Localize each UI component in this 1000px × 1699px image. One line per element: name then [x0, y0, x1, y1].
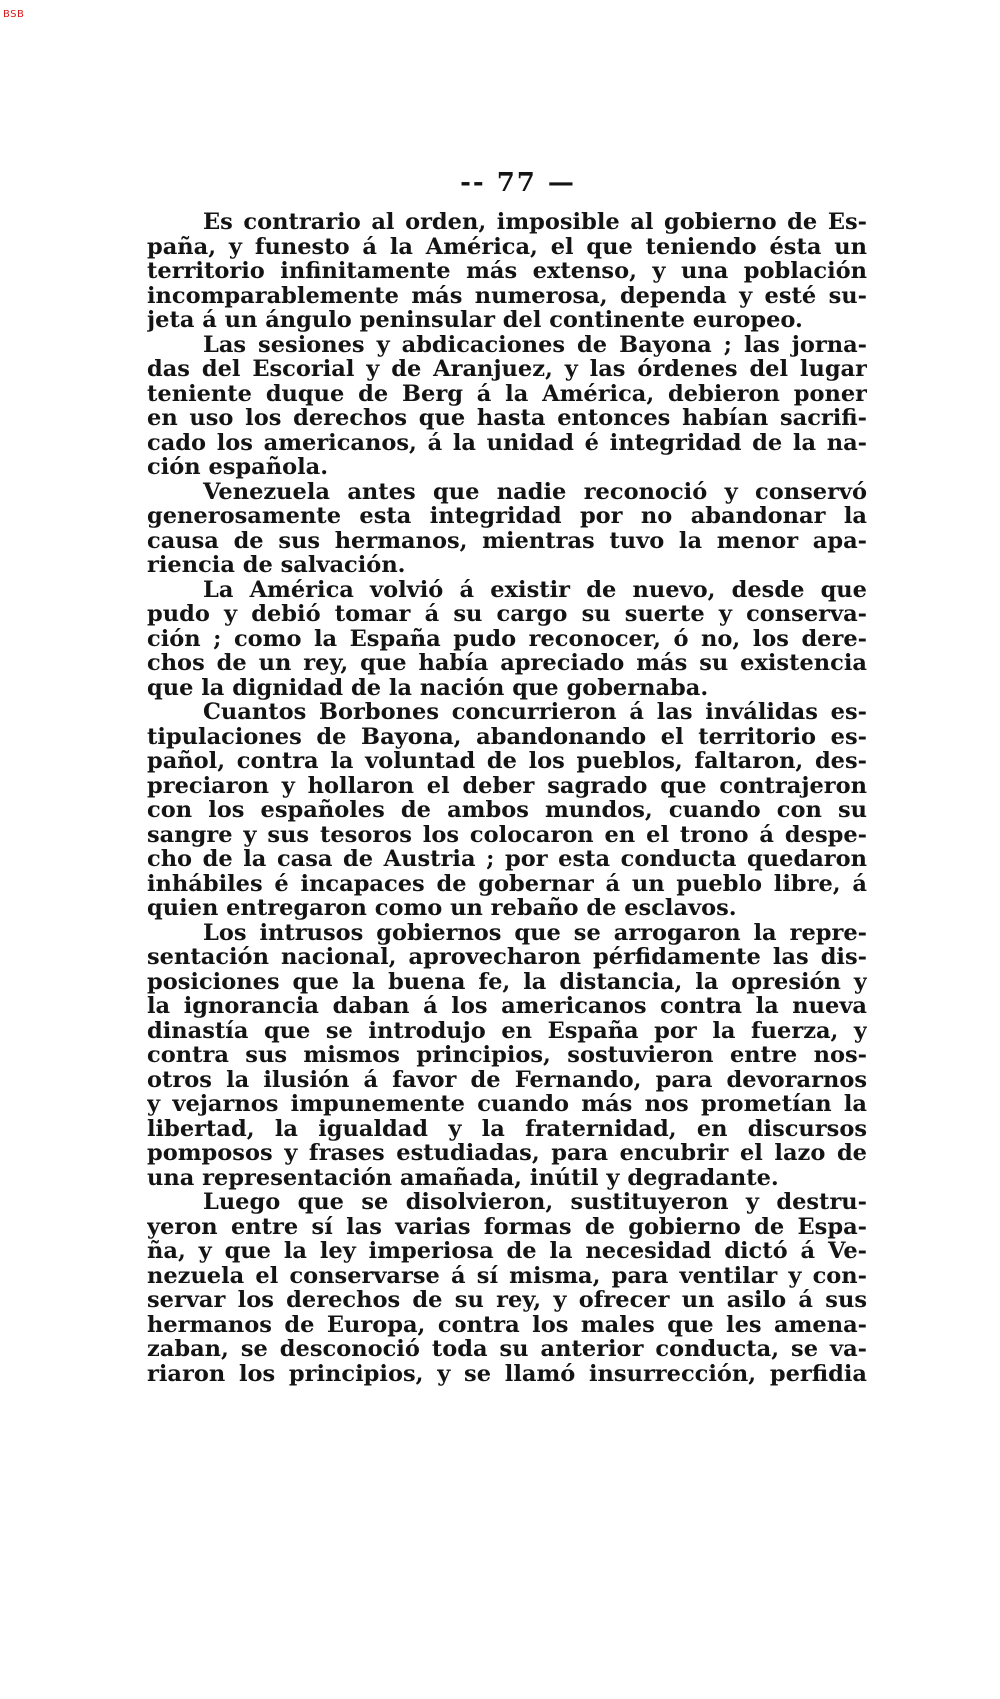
- text-line: y vejarnos impunemente cuando más nos prometían la: [147, 1092, 867, 1117]
- text-line: la ignorancia daban á los americanos contra la nueva: [147, 994, 867, 1019]
- text-line: zaban, se desconoció toda su anterior conducta, se va-: [147, 1337, 867, 1362]
- text-line: Luego que se disolvieron, sustituyeron y destru-: [203, 1190, 867, 1215]
- page-number: -- 77 —: [460, 168, 576, 198]
- text-line: tipulaciones de Bayona, abandonando el territorio es-: [147, 724, 867, 749]
- text-line: una representación amañada, inútil y degradante.: [147, 1165, 779, 1190]
- library-stamp: BSB: [3, 9, 25, 20]
- text-line: sangre y sus tesoros los colocaron en el trono á despe-: [147, 822, 867, 847]
- text-line: riaron los principios, y se llamó insurrección, perfidia: [147, 1361, 867, 1386]
- text-line: cho de la casa de Austria ; por esta conducta quedaron: [147, 847, 867, 872]
- text-line: paña, y funesto á la América, el que teniendo ésta un: [147, 234, 867, 259]
- text-line: con los españoles de ambos mundos, cuando con su: [147, 798, 867, 823]
- text-line: hermanos de Europa, contra los males que les amena-: [147, 1312, 867, 1337]
- text-line: preciaron y hollaron el deber sagrado que contrajeron: [147, 773, 867, 798]
- text-line: en uso los derechos que hasta entonces habían sacrifi-: [147, 406, 867, 431]
- text-line: sentación nacional, aprovecharon pérfidamente las dis-: [147, 945, 867, 970]
- text-line: La América volvió á existir de nuevo, desde que: [203, 577, 867, 602]
- text-line: incomparablemente más numerosa, dependa y esté su-: [147, 283, 867, 308]
- text-line: jeta á un ángulo peninsular del continente europeo.: [147, 308, 803, 333]
- text-line: causa de sus hermanos, mientras tuvo la menor apa-: [147, 528, 867, 553]
- text-line: servar los derechos de su rey, y ofrecer un asilo á sus: [147, 1288, 867, 1313]
- text-line: teniente duque de Berg á la América, debieron poner: [147, 381, 867, 406]
- text-line: ción ; como la España pudo reconocer, ó no, los dere-: [147, 626, 867, 651]
- text-line: Las sesiones y abdicaciones de Bayona ; las jorna-: [203, 332, 867, 357]
- text-line: inhábiles é incapaces de gobernar á un pueblo libre, á: [147, 871, 867, 896]
- text-line: nezuela el conservarse á sí misma, para ventilar y con-: [147, 1263, 867, 1288]
- text-line: ña, y que la ley imperiosa de la necesidad dictó á Ve-: [147, 1239, 867, 1264]
- text-line: Venezuela antes que nadie reconoció y conservó: [203, 479, 867, 504]
- text-line: yeron entre sí las varias formas de gobierno de Espa-: [147, 1214, 867, 1239]
- text-line: Es contrario al orden, imposible al gobierno de Es-: [203, 210, 867, 235]
- text-line: ción española.: [147, 455, 329, 480]
- text-line: pomposos y frases estudiadas, para encubrir el lazo de: [147, 1141, 867, 1166]
- text-line: cado los americanos, á la unidad é integridad de la na-: [147, 430, 867, 455]
- text-line: pudo y debió tomar á su cargo su suerte y conserva-: [147, 602, 867, 627]
- body-text: [147, 210, 867, 1386]
- text-line: contra sus mismos principios, sostuvieron entre nos-: [147, 1043, 867, 1068]
- text-line: Cuantos Borbones concurrieron á las inválidas es-: [203, 700, 867, 725]
- text-line: dinastía que se introdujo en España por la fuerza, y: [147, 1018, 867, 1043]
- text-line: otros la ilusión á favor de Fernando, para devorarnos: [147, 1067, 867, 1092]
- text-line: Los intrusos gobiernos que se arrogaron la repre-: [203, 920, 867, 945]
- text-line: das del Escorial y de Aranjuez, y las órdenes del lugar: [147, 357, 867, 382]
- text-line: generosamente esta integridad por no abandonar la: [147, 504, 867, 529]
- text-line: riencia de salvación.: [147, 553, 406, 578]
- text-line: chos de un rey, que había apreciado más su existencia: [147, 651, 867, 676]
- text-line: posiciones que la buena fe, la distancia, la opresión y: [147, 969, 867, 994]
- text-line: libertad, la igualdad y la fraternidad, en discursos: [147, 1116, 867, 1141]
- text-line: pañol, contra la voluntad de los pueblos, faltaron, des-: [147, 749, 867, 774]
- text-line: quien entregaron como un rebaño de esclavos.: [147, 896, 737, 921]
- text-line: que la dignidad de la nación que gobernaba.: [147, 675, 709, 700]
- text-line: territorio infinitamente más extenso, y una población: [147, 259, 867, 284]
